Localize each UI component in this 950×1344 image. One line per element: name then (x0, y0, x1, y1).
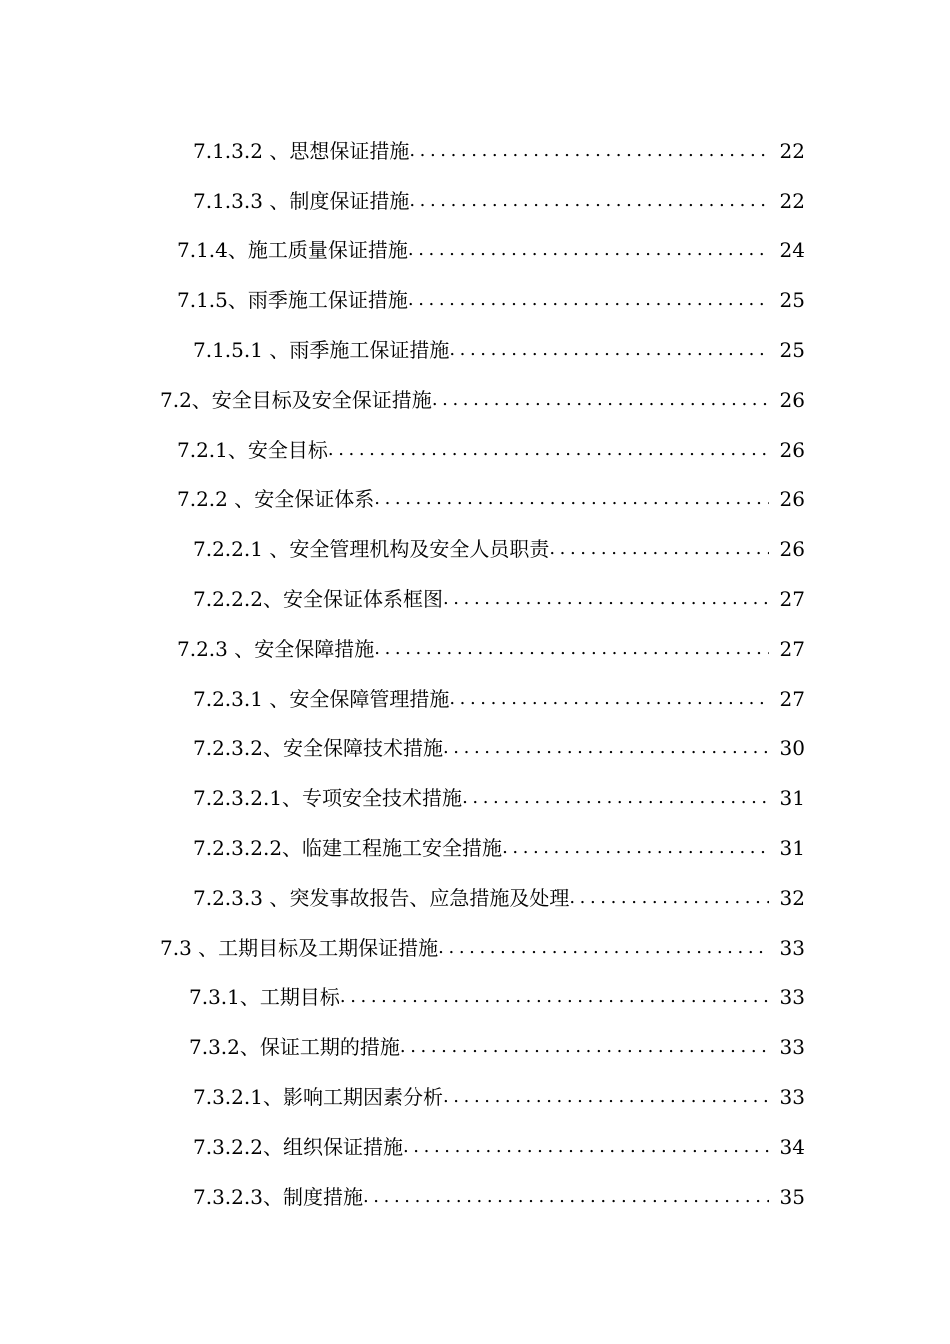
toc-entry[interactable] (0, 1072, 950, 1122)
toc-dot-leader (569, 889, 769, 907)
toc-page-number: 25 (779, 338, 805, 363)
toc-dot-leader (403, 1138, 769, 1156)
toc-entry[interactable] (0, 773, 950, 823)
toc-entry[interactable] (0, 574, 950, 624)
toc-dot-leader (443, 739, 769, 757)
toc-entry[interactable] (0, 973, 950, 1023)
toc-entry[interactable] (0, 823, 950, 873)
toc-page-number: 33 (779, 985, 805, 1010)
toc-entry[interactable] (0, 923, 950, 973)
toc-entry[interactable] (0, 624, 950, 674)
toc-page-number: 26 (779, 437, 805, 462)
toc-entry[interactable] (0, 226, 950, 276)
toc-entry[interactable] (0, 325, 950, 375)
toc-entry-title: 7.1.5、雨季施工保证措施 (177, 288, 408, 313)
toc-page-number: 26 (779, 537, 805, 562)
toc-entry[interactable] (0, 873, 950, 923)
toc-entry-title: 7.2.3.2.2、临建工程施工安全措施 (193, 836, 503, 861)
toc-entry-title: 7.3.2.2、组织保证措施 (193, 1134, 403, 1159)
toc-page-number: 27 (779, 587, 805, 612)
toc-page-number: 30 (779, 736, 805, 761)
toc-dot-leader (328, 441, 769, 459)
toc-entry-title: 7.2.3.2.1、专项安全技术措施 (193, 786, 463, 811)
toc-entry-title: 7.2.2.1 、安全管理机构及安全人员职责 (193, 537, 550, 562)
toc-dot-leader (408, 291, 769, 309)
toc-entry-title: 7.3.1、工期目标 (189, 985, 340, 1010)
toc-page-number: 33 (779, 935, 805, 960)
toc-entry-title: 7.2.2 、安全保证体系 (177, 487, 375, 512)
toc-entry[interactable] (0, 176, 950, 226)
toc-dot-leader (374, 490, 769, 508)
toc-dot-leader (409, 142, 769, 160)
table-of-contents (0, 126, 950, 1222)
toc-dot-leader (340, 988, 769, 1006)
toc-page-number: 25 (779, 288, 805, 313)
toc-entry-title: 7.3.2、保证工期的措施 (189, 1035, 400, 1060)
toc-entry-title: 7.1.5.1 、雨季施工保证措施 (193, 338, 450, 363)
toc-entry-title: 7.2.2.2、安全保证体系框图 (193, 587, 443, 612)
toc-dot-leader (462, 789, 769, 807)
toc-entry-title: 7.3.2.3、制度措施 (193, 1184, 363, 1209)
toc-entry-title: 7.3 、工期目标及工期保证措施 (160, 935, 439, 960)
toc-dot-leader (363, 1188, 769, 1206)
toc-entry-title: 7.2、安全目标及安全保证措施 (160, 387, 432, 412)
toc-dot-leader (443, 590, 769, 608)
toc-page-number: 24 (779, 238, 805, 263)
toc-page-number: 31 (779, 836, 805, 861)
toc-dot-leader (400, 1038, 769, 1056)
toc-entry-title: 7.2.1、安全目标 (177, 437, 328, 462)
toc-entry-title: 7.1.3.3 、制度保证措施 (193, 188, 410, 213)
toc-entry[interactable] (0, 674, 950, 724)
toc-page-number: 32 (779, 885, 805, 910)
toc-entry-title: 7.2.3.3 、突发事故报告、应急措施及处理 (193, 885, 570, 910)
toc-dot-leader (449, 341, 769, 359)
toc-entry-title: 7.3.2.1、影响工期因素分析 (193, 1085, 443, 1110)
toc-dot-leader (374, 640, 769, 658)
toc-entry[interactable] (0, 275, 950, 325)
toc-entry[interactable] (0, 425, 950, 475)
toc-entry-title: 7.2.3.1 、安全保障管理措施 (193, 686, 450, 711)
toc-page-number: 27 (779, 636, 805, 661)
toc-page-number: 22 (779, 188, 805, 213)
toc-page-number: 26 (779, 387, 805, 412)
toc-dot-leader (408, 241, 769, 259)
toc-page-number: 34 (779, 1134, 805, 1159)
toc-dot-leader (449, 690, 769, 708)
toc-entry[interactable] (0, 1022, 950, 1072)
toc-dot-leader (549, 540, 769, 558)
toc-entry[interactable] (0, 724, 950, 774)
toc-dot-leader (409, 192, 769, 210)
toc-entry-title: 7.1.4、施工质量保证措施 (177, 238, 408, 263)
toc-entry[interactable] (0, 1122, 950, 1172)
toc-entry[interactable] (0, 126, 950, 176)
toc-page-number: 22 (779, 138, 805, 163)
toc-page-number: 26 (779, 487, 805, 512)
toc-page-number: 27 (779, 686, 805, 711)
toc-entry-title: 7.2.3.2、安全保障技术措施 (193, 736, 443, 761)
toc-entry[interactable] (0, 524, 950, 574)
toc-page-number: 33 (779, 1035, 805, 1060)
toc-page-number: 31 (779, 786, 805, 811)
toc-entry[interactable] (0, 475, 950, 525)
toc-page-number: 35 (779, 1184, 805, 1209)
toc-entry[interactable] (0, 1172, 950, 1222)
toc-dot-leader (502, 839, 769, 857)
toc-entry[interactable] (0, 375, 950, 425)
toc-dot-leader (438, 939, 769, 957)
toc-dot-leader (443, 1088, 769, 1106)
toc-entry-title: 7.1.3.2 、思想保证措施 (193, 138, 410, 163)
toc-page-number: 33 (779, 1085, 805, 1110)
toc-entry-title: 7.2.3 、安全保障措施 (177, 636, 375, 661)
toc-dot-leader (432, 391, 769, 409)
